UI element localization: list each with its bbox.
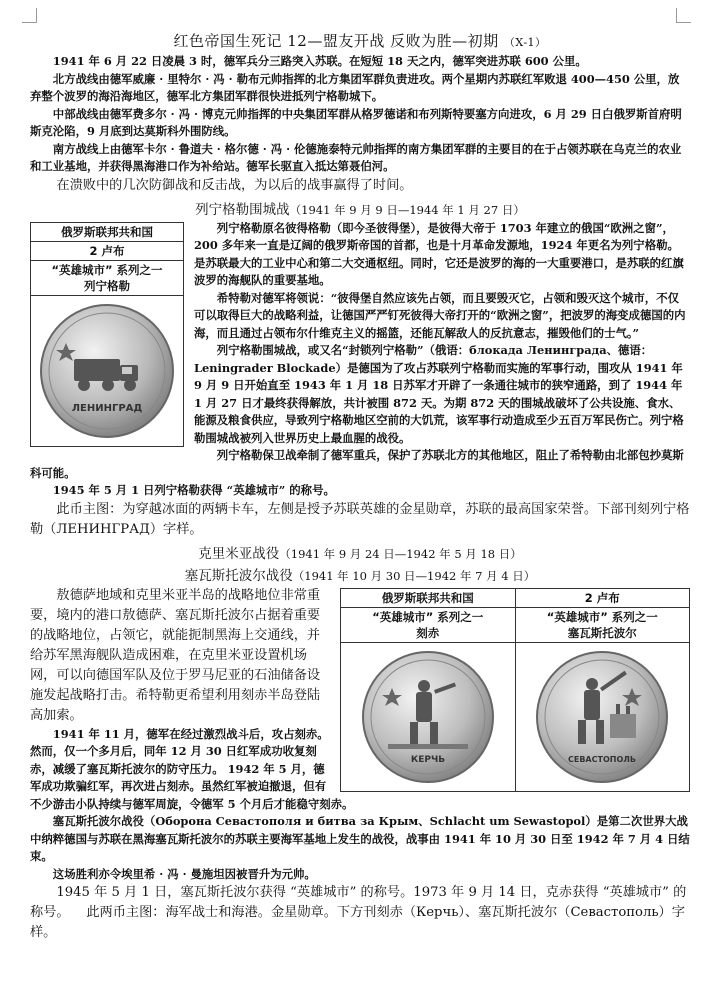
coin-image-cell: [31, 295, 184, 446]
sevastopol-intro: 敖德萨地域和克里米亚半岛的战略地位非常重要，境内的港口敖德萨、塞瓦斯托波尔占据着重要的战略地位，占领它，就能扼制黑海上交通线，并给苏军黑海舰队造成困难，在克里米亚设置机场网，可以向德国军队及位于罗马尼亚的石油储备设施发起战略打击。希特勒更希望利用刻赤半岛登陆高加索。: [30, 587, 321, 723]
leningrad-paragraph: 列宁格勒原名彼得格勒（即今圣彼得堡），是彼得大帝于 1703 年建立的俄国“欧洲之窗”，200 多年来一直是辽阔的俄罗斯帝国的首都，也是十月革命发源地，1924 年更名为列宁格勒。是苏联最大的工业中心和第二大交通枢纽。同时，它还是波罗的海的一大重要港口，是苏联的红旗波罗的海舰队的重要基地。: [194, 220, 684, 287]
coin-image-cell: [341, 642, 516, 791]
leningrad-paragraph: 列宁格勒围城战，或又名“封锁列宁格勒”（俄语：блокада Ленинграда、德语：Leningrader Blockade）是德国为了攻占苏联列宁格勒而实施的军事行动，围攻从 1941 年 9 月 9 日开始直至 1943 年 1 月 18 日苏军才开辟了一条通往城市的狭窄通路，到了 1944 年 1 月 27 日才最终获得解放，共计被围 872 天。为期 872 天的围城战破坏了公共设施、食水、能源及粮食供应，导致列宁格勒地区空前的大饥荒，该军事行动造成至少五百万军民伤亡。列宁格勒围城战被列入世界历史上最血腥的战役。: [194, 343, 684, 445]
page-title: [30, 30, 690, 51]
section-heading-crimea: [30, 542, 690, 562]
leningrad-paragraph: 列宁格勒保卫战牵制了德军重兵，保护了苏联北方的其他地区，阻止了希特勒由北部包抄莫斯科可能。: [30, 448, 684, 480]
coin-denomination: 2 卢布: [31, 241, 184, 260]
crop-mark-left: [22, 8, 37, 23]
kerch-coin-image: [358, 648, 498, 786]
sevastopol-paragraph: 1941 年 11 月，德军在经过激烈战斗后，攻占刻赤。然而，仅一个多月后，同年 12 月 30 日红军成功收复刻赤，减缓了塞瓦斯托波尔的防守压力。 1942 年 5 月，德军成功欺骗红军，再次进占刻赤。虽然红军被迫撤退，但有不少游击小队持续与德军周旋，令德军 5 个月后才能稳守刻赤。: [30, 726, 354, 811]
coin-denomination: 2 卢布: [515, 588, 690, 607]
sevastopol-paragraph: 这场胜利亦令埃里希 · 冯 · 曼施坦因被晋升为元帅。: [52, 866, 316, 881]
sevastopol-closing: 1945 年 5 月 1 日，塞瓦斯托波尔获得 “英雄城市” 的称号。1973 年 9 月 14 日，克赤获得 “英雄城市” 的称号。 此两币主图：海军战士和海港。金星勋章。下方刊刻赤（Керчь）、塞瓦斯托波尔（Севастополь）字样。: [30, 885, 687, 940]
title-code: （X-1）: [503, 36, 547, 49]
sevastopol-coin-image: [532, 648, 672, 786]
coin-legend: КЕРЧЬ: [410, 754, 445, 765]
section-name: 列宁格勒围城战: [195, 201, 290, 218]
section-name: 塞瓦斯托波尔战役: [184, 567, 293, 584]
intro-paragraph: 1941 年 6 月 22 日凌晨 3 时，德军兵分三路突入苏联。在短短 18 天之内，德军突进苏联 600 公里。: [52, 54, 587, 68]
crop-mark-right: [676, 8, 691, 23]
coin-image-cell: [515, 642, 690, 791]
coin-legend: СЕВАСТОПОЛЬ: [568, 754, 637, 764]
sevastopol-section: [30, 586, 690, 944]
coin-legend: ЛЕНИНГРАД: [71, 402, 143, 414]
intro-paragraph: 北方战线由德军威廉 · 里特尔 · 冯 · 勒布元帅指挥的北方集团军群负责进攻。两个星期内苏联红军败退 400—450 公里，放弃整个波罗的海沿海地区，德军北方集团军群很快进抵列宁格勒城下。: [30, 71, 680, 103]
title-text: 红色帝国生死记 12—盟友开战 反败为胜—初期: [173, 32, 499, 50]
coin-table-kerch-sevastopol: [340, 588, 690, 792]
coin-series: “英雄城市” 系列之一 列宁格勒: [31, 260, 184, 295]
section-dates: （1941 年 9 月 24 日—1942 年 5 月 18 日）: [279, 546, 522, 561]
intro-summary: 在溃败中的几次防御战和反击战，为以后的战事赢得了时间。: [56, 177, 413, 193]
section-heading-sevastopol: [30, 564, 690, 584]
coin-country: 俄罗斯联邦共和国: [341, 588, 516, 607]
coin-series-kerch: “英雄城市” 系列之一 刻赤: [341, 607, 516, 642]
coin-series-sevastopol: “英雄城市” 系列之一 塞瓦斯托波尔: [515, 607, 690, 642]
intro-paragraph: 南方战线上由德军卡尔 · 鲁道夫 · 格尔德 · 冯 · 伦德施泰特元帅指挥的南方集团军群的主要目的在于占领苏联在乌克兰的农业和工业基地，并获得黑海港口作为补给站。德军长驱直入抵达第聂伯河。: [30, 141, 682, 173]
section-dates: （1941 年 10 月 30 日—1942 年 7 月 4 日）: [292, 568, 536, 583]
document-page: [30, 28, 690, 943]
sevastopol-paragraph: 塞瓦斯托波尔战役（Оборона Севастополя и битва за Крым、Schlacht um Sewastopol）是第二次世界大战中纳粹德国与苏联在黑海塞瓦斯托波尔的苏联主要海军基地上发生的战役，战事由 1941 年 10 月 30 日至 1942 年 7 月 4 日结束。: [30, 814, 690, 863]
leningrad-paragraph: 1945 年 5 月 1 日列宁格勒获得 “英雄城市” 的称号。: [52, 483, 335, 497]
leningrad-coin-image: [36, 301, 178, 441]
section-heading-leningrad: [30, 198, 690, 218]
section-name: 克里米亚战役: [198, 545, 280, 562]
intro-paragraph: 中部战线由德军费多尔 · 冯 · 博克元帅指挥的中央集团军群从格罗德诺和布列斯特要塞方向进攻，6 月 29 日白俄罗斯首府明斯克沦陷，9 月底到达莫斯科外围防线。: [30, 106, 682, 138]
leningrad-section: [30, 220, 690, 540]
coin-table-leningrad: [30, 222, 184, 447]
leningrad-coin-description: 此币主图：为穿越冰面的两辆卡车，左侧是授予苏联英雄的金星勋章，苏联的最高国家荣誉。下部刊刻列宁格勒（ЛЕНИНГРАД）字样。: [30, 501, 690, 537]
section-dates: （1941 年 9 月 9 日—1944 年 1 月 27 日）: [289, 202, 525, 217]
leningrad-paragraph: 希特勒对德军将领说：“彼得堡自然应该先占领，而且要毁灭它，占领和毁灭这个城市，不仅可以取得巨大的战略利益，让德国严严钉死彼得大帝打开的“欧洲之窗”，把波罗的海变成德国的内海，而且通过占领布尔什维克主义的摇篮，还能瓦解敌人的反抗意志，摧毁他们的士气。”: [194, 290, 686, 340]
coin-country: 俄罗斯联邦共和国: [31, 222, 184, 241]
